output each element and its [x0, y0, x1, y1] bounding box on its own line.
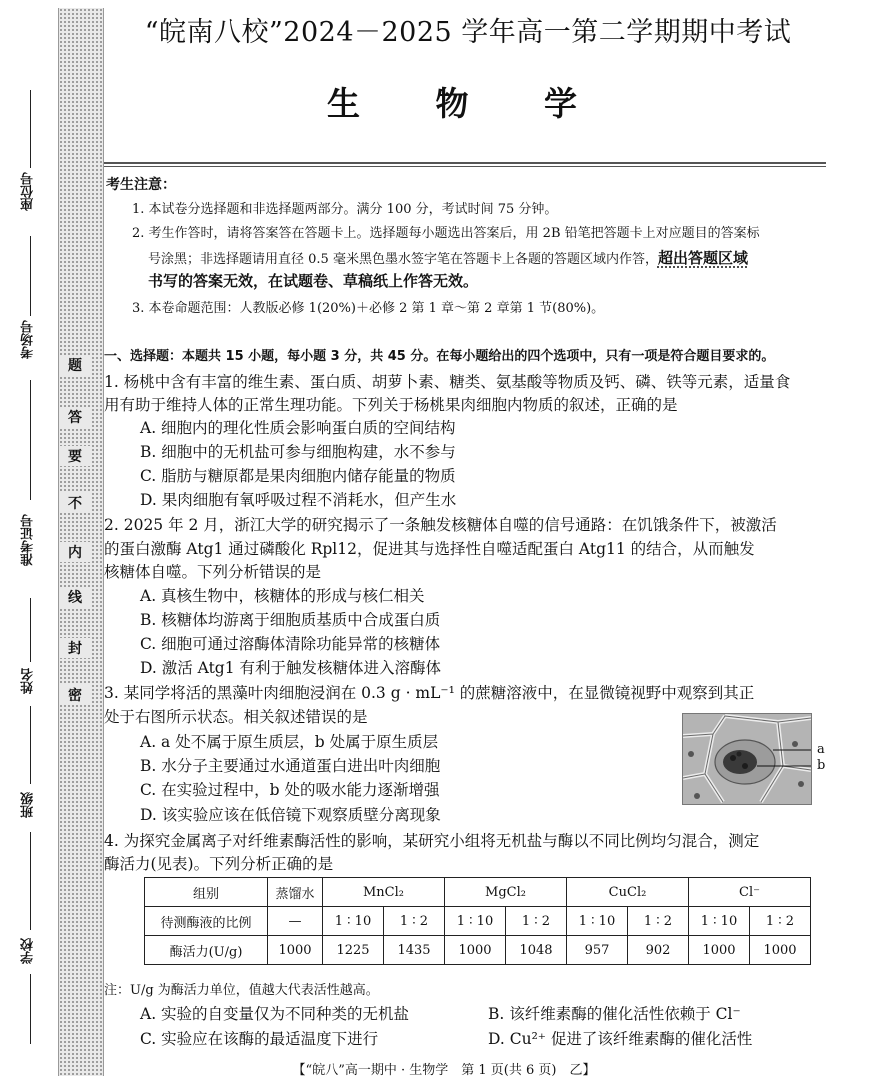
enzyme-activity-table [144, 877, 811, 965]
gutter-field-room: 考场号 [21, 320, 36, 359]
table-header: MgCl₂ [445, 878, 567, 907]
table-row [145, 878, 811, 907]
table-cell: 酶活力(U/g) [145, 936, 268, 965]
warning-char: 线 [60, 587, 90, 607]
q3-option-b: B. 水分子主要通过水通道蛋白进出叶肉细胞 [140, 757, 441, 775]
table-cell: 957 [567, 936, 628, 965]
field-line [30, 832, 31, 930]
subject-title: 生 物 学 [327, 84, 609, 123]
field-line [30, 380, 31, 500]
q3-option-c: C. 在实验过程中，b 处的吸水能力逐渐增强 [140, 781, 440, 799]
table-cell: 1 ∶ 10 [689, 907, 750, 936]
q2-option-c: C. 细胞可通过溶酶体清除功能异常的核糖体 [140, 635, 441, 653]
notice-heading: 考生注意： [106, 177, 176, 193]
q2-option-d: D. 激活 Atg1 有利于触发核糖体进入溶酶体 [140, 659, 442, 677]
field-line [30, 90, 31, 168]
table-cell: 1000 [445, 936, 506, 965]
q2-stem-cont: 的蛋白激酶 Atg1 通过磷酸化 Rpl12，促进其与选择性自噬适配蛋白 Atg11 的结合，从而触发 [104, 540, 755, 558]
table-cell: 1 ∶ 2 [750, 907, 811, 936]
notice-item-2-text: 号涂黑；非选择题请用直径 0.5 毫米黑色墨水签字笔在答题卡上各题的答题区域内作答， [148, 252, 658, 267]
field-line [30, 598, 31, 662]
notice-item-2-cont [148, 247, 748, 268]
warning-char: 要 [60, 446, 90, 466]
field-line [30, 236, 31, 316]
q3-stem-cont: 处于右图所示状态。相关叙述错误的是 [104, 708, 368, 726]
table-cell: 1 ∶ 10 [323, 907, 384, 936]
q1-option-a: A. 细胞内的理化性质会影响蛋白质的空间结构 [140, 419, 456, 437]
table-cell: 1 ∶ 2 [506, 907, 567, 936]
gutter-field-ticket: 准考证号 [21, 514, 36, 566]
q4-option-d: D. Cu²⁺ 促进了该纤维素酶的催化活性 [488, 1030, 753, 1048]
warning-char: 答 [60, 407, 90, 427]
gutter-field-class: 班级 [21, 792, 36, 818]
table-cell: 1048 [506, 936, 567, 965]
gutter-field-seat: 座位号 [21, 172, 36, 211]
table-cell: 1000 [268, 936, 323, 965]
q2-option-b: B. 核糖体均游离于细胞质基质中合成蛋白质 [140, 611, 441, 629]
cell-micrograph [683, 714, 811, 804]
notice-item-3: 3. 本卷命题范围：人教版必修 1(20%)＋必修 2 第 1 章～第 2 章第 1 节(80%)。 [132, 301, 605, 316]
table-row [145, 907, 811, 936]
header-divider [104, 162, 826, 164]
q1-option-d: D. 果肉细胞有氧呼吸过程不消耗水，但产生水 [140, 491, 457, 509]
table-cell: 1000 [750, 936, 811, 965]
q3-option-a: A. a 处不属于原生质层，b 处属于原生质层 [140, 733, 439, 751]
table-header: 组别 [145, 878, 268, 907]
q4-option-c: C. 实验应在该酶的最适温度下进行 [140, 1030, 379, 1048]
table-cell: 902 [628, 936, 689, 965]
page-footer: 【“皖八”高一期中 · 生物学 第 1 页(共 6 页) 乙】 [292, 1063, 596, 1078]
exam-title: “皖南八校”2024－2025 学年高一第二学期期中考试 [144, 17, 792, 48]
notice-item-1: 1. 本试卷分选择题和非选择题两部分。满分 100 分，考试时间 75 分钟。 [132, 202, 558, 217]
warning-char: 密 [60, 685, 90, 705]
q2-stem-cont2: 核糖体自噬。下列分析错误的是 [104, 563, 322, 581]
q4-option-a: A. 实验的自变量仅为不同种类的无机盐 [140, 1005, 410, 1023]
table-cell: 待测酶液的比例 [145, 907, 268, 936]
q2-stem: 2. 2025 年 2 月，浙江大学的研究揭示了一条触发核糖体自噬的信号通路：在饥饿条件下，被激活 [104, 516, 777, 534]
q4-option-b: B. 该纤维素酶的催化活性依赖于 Cl⁻ [488, 1005, 741, 1023]
table-note: 注：U/g 为酶活力单位，值越大代表活性越高。 [104, 983, 379, 998]
q2-option-a: A. 真核生物中，核糖体的形成与核仁相关 [140, 587, 425, 605]
notice-item-2: 2. 考生作答时，请将答案答在答题卡上。选择题每小题选出答案后，用 2B 铅笔把答题卡上对应题目的答案标 [132, 226, 760, 241]
field-line [30, 706, 31, 784]
q1-stem: 1. 杨桃中含有丰富的维生素、蛋白质、胡萝卜素、糖类、氨基酸等物质及钙、磷、铁等元素，适量食 [104, 373, 791, 391]
table-cell: 1 ∶ 2 [384, 907, 445, 936]
notice-item-2-emphasis: 超出答题区域 [657, 249, 748, 267]
q4-stem: 4. 为探究金属离子对纤维素酶活性的影响，某研究小组将无机盐与酶以不同比例均匀混合，测定 [104, 832, 760, 850]
table-header: MnCl₂ [323, 878, 445, 907]
gutter-field-name: 姓名 [21, 668, 36, 694]
table-cell: 1 ∶ 10 [445, 907, 506, 936]
header-divider-thin [104, 166, 826, 167]
q3-stem: 3. 某同学将活的黑藻叶肉细胞浸润在 0.3 g · mL⁻¹ 的蔗糖溶液中，在显微镜视野中观察到其正 [104, 684, 755, 702]
table-header: 蒸馏水 [268, 878, 323, 907]
table-row [145, 936, 811, 965]
table-cell: 1435 [384, 936, 445, 965]
table-header: Cl⁻ [689, 878, 811, 907]
field-line [30, 974, 31, 1044]
micrograph-label-a: a [817, 742, 825, 757]
q4-stem-cont: 酶活力(见表)。下列分析正确的是 [104, 855, 334, 873]
warning-char: 内 [60, 542, 90, 562]
notice-item-2-emphasis-cont: 书写的答案无效，在试题卷、草稿纸上作答无效。 [148, 272, 479, 290]
warning-char: 封 [60, 638, 90, 658]
q3-option-d: D. 该实验应该在低倍镜下观察质壁分离现象 [140, 806, 441, 824]
micrograph-image [682, 713, 812, 805]
section-heading: 一、选择题：本题共 15 小题，每小题 3 分，共 45 分。在每小题给出的四个选项中，只有一项是符合题目要求的。 [104, 349, 775, 364]
table-cell: — [268, 907, 323, 936]
table-cell: 1225 [323, 936, 384, 965]
q1-stem-cont: 用有助于维持人体的正常生理功能。下列关于杨桃果肉细胞内物质的叙述，正确的是 [104, 396, 678, 414]
binding-gutter [0, 0, 56, 1087]
table-cell: 1000 [689, 936, 750, 965]
table-cell: 1 ∶ 10 [567, 907, 628, 936]
q1-option-b: B. 细胞中的无机盐可参与细胞构建，水不参与 [140, 443, 456, 461]
q1-option-c: C. 脂肪与糖原都是果肉细胞内储存能量的物质 [140, 467, 456, 485]
warning-char: 不 [60, 493, 90, 513]
micrograph-label-b: b [817, 758, 826, 773]
table-header: CuCl₂ [567, 878, 689, 907]
gutter-field-school: 学校 [21, 938, 36, 964]
warning-char: 题 [60, 355, 90, 375]
table-cell: 1 ∶ 2 [628, 907, 689, 936]
